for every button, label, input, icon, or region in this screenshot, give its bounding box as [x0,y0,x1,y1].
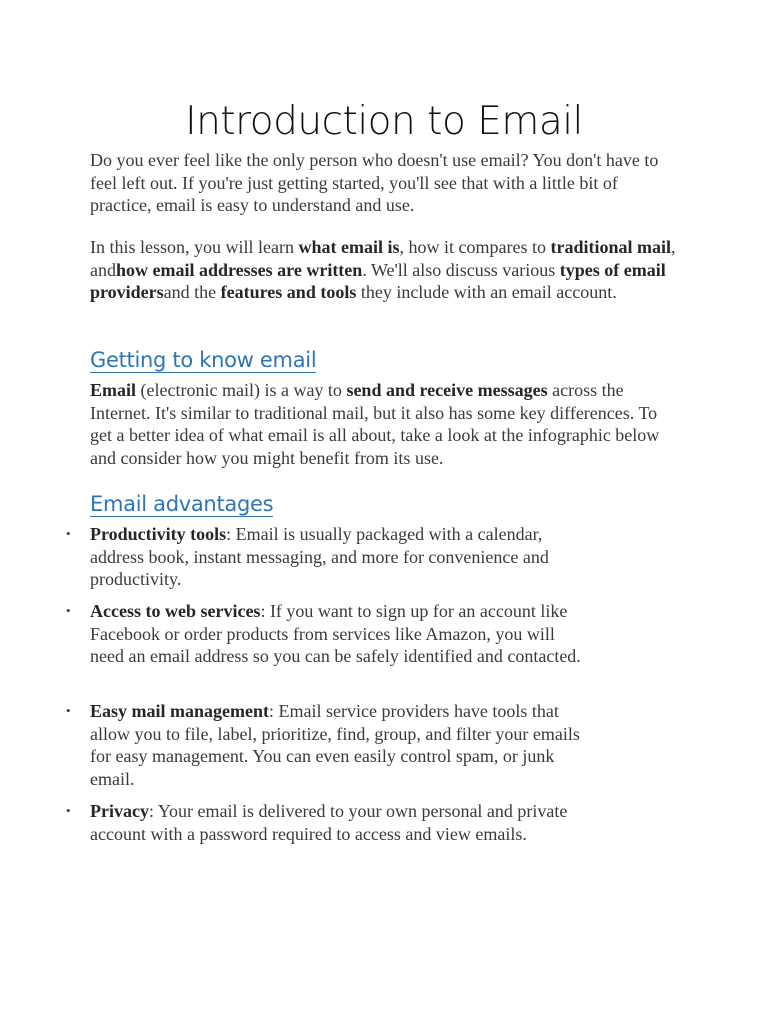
lesson-paragraph [90,236,676,304]
advantage-term: Access to web services [90,601,261,621]
advantage-term: Privacy [90,801,149,821]
lesson-text-5: and the [163,282,221,303]
advantage-item-productivity [66,523,582,591]
section-heading-advantages-text: Email advantages [90,492,274,516]
section-heading-advantages [90,490,273,518]
lesson-text-4: . We'll also discuss various [362,259,560,280]
section-heading-getting-to-know-text: Getting to know email [90,348,317,372]
lesson-bold-what-email-is: what email is [298,237,400,257]
lesson-text-2: , how it compares to [399,237,551,257]
lesson-text-6: they include with an email account. [356,282,617,303]
email-definition-paragraph [90,379,676,469]
lesson-text-3: , and [90,237,676,280]
lesson-bold-providers: types of email providers [90,259,666,303]
advantage-item-mail-management [66,700,582,790]
bullet-icon: • [66,803,71,818]
definition-bold-send-receive: send and receive messages [346,380,548,400]
lesson-text-1: In this lesson, you will learn [90,237,299,257]
section-heading-getting-to-know [90,346,316,374]
advantage-description: : If you want to sign up for an account like Facebook or order products from services like Amazon, you will need an email address so you can be safely identified and contacted. [90,601,581,667]
advantage-term: Productivity tools [90,524,227,544]
lesson-bold-addresses: how email addresses are written [116,259,363,280]
advantage-description: : Email is usually packaged with a calendar, address book, instant messaging, and more for convenience and productivity. [90,524,549,590]
intro-paragraph: Do you ever feel like the only person who doesn't use email? You don't have to feel left out. If you're just getting started, you'll see that with a little bit of practice, email is easy to understand and use. [90,150,659,216]
bullet-icon: • [66,526,71,541]
definition-bold-email: Email [90,380,137,400]
advantage-description: : Email service providers have tools that allow you to file, label, prioritize, find, group, and filter your emails for easy management. You can even easily control spam, or junk email. [90,701,580,789]
document-title: Introduction to Email [185,99,583,144]
lesson-bold-traditional-mail: traditional mail [550,237,671,257]
advantage-term: Easy mail management [90,701,269,721]
bullet-icon: • [66,603,71,618]
advantage-description: : Your email is delivered to your own personal and private account with a password required to access and view emails. [90,801,568,844]
definition-text-1: (electronic mail) is a way to [136,380,347,400]
lesson-bold-features: features and tools [220,282,357,303]
definition-text-2: across the Internet. It's similar to traditional mail, but it also has some key differences. To get a better idea of what email is all about, take a look at the infographic below and consider how you might benefit from its use. [90,380,660,468]
advantage-item-web-services [66,600,582,668]
bullet-icon: • [66,703,71,718]
advantage-item-privacy [66,800,582,845]
